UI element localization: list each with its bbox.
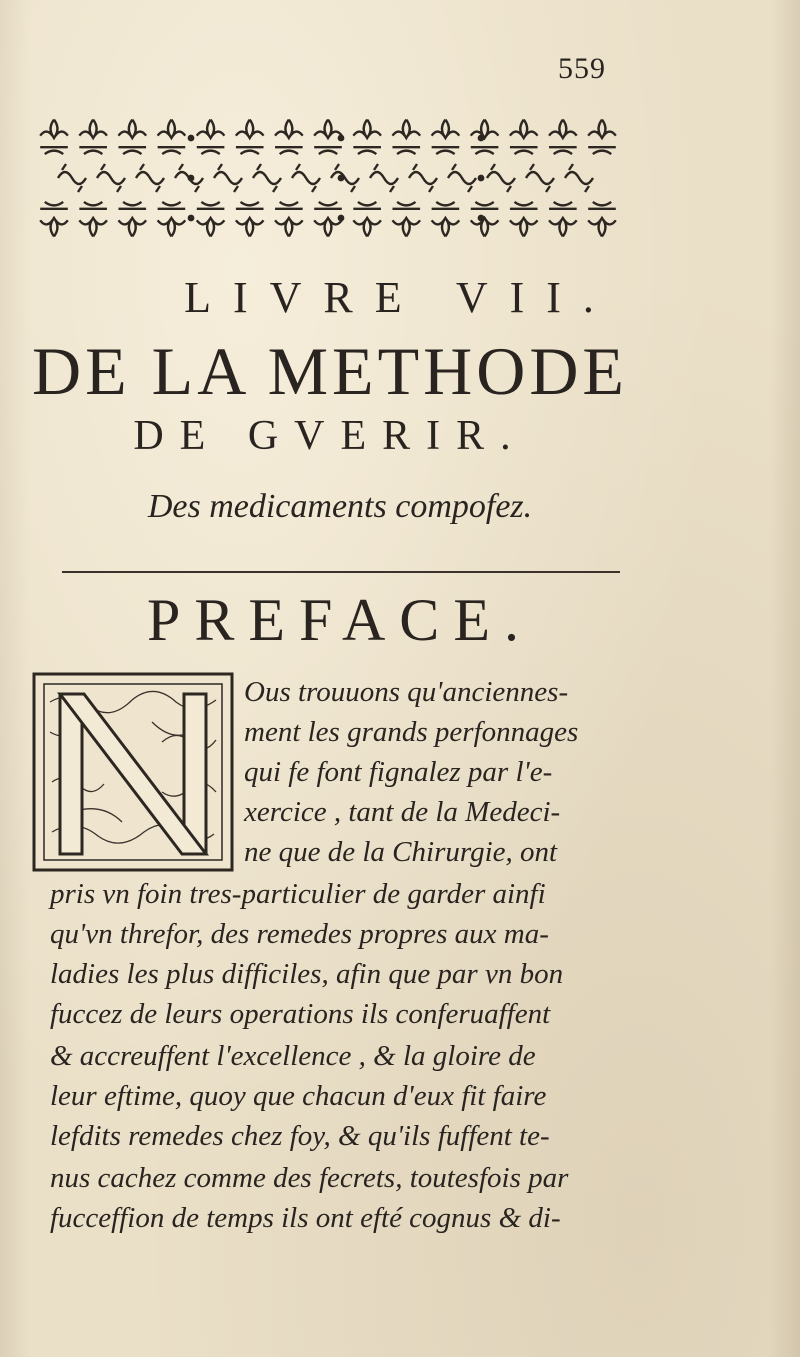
book-title-line2: DE GVERIR. [133, 413, 527, 459]
decorated-initial-n [32, 672, 234, 872]
section-title: PREFACE. [147, 587, 533, 653]
book-heading: LIVRE VII. [184, 273, 616, 322]
body-text-line: qu'vn threfor, des remedes propres aux ma- [50, 918, 549, 950]
body-text-line: ne que de la Chirurgie, ont [244, 836, 558, 868]
fleuron-ornament-band [32, 112, 624, 244]
page-number: 559 [558, 52, 606, 85]
body-text-line: qui fe font fignalez par l'e- [244, 756, 553, 788]
body-text-line: Ous trouuons qu'anciennes- [244, 676, 569, 708]
body-text-line: ladies les plus difficiles, afin que par vn bon [50, 958, 564, 990]
body-text-line: xercice , tant de la Medeci- [244, 796, 561, 828]
horizontal-rule [62, 571, 620, 573]
body-text-line: fucceffion de temps ils ont efté cognus & di- [50, 1202, 561, 1234]
body-text-line: lefdits remedes chez foy, & qu'ils fuffent te- [50, 1120, 550, 1152]
body-text-line: fuccez de leurs operations ils conferuaffent [50, 998, 551, 1030]
body-text-line: pris vn foin tres-particulier de garder ainfi [50, 878, 546, 910]
initial-letter: N [133, 792, 134, 793]
body-text-line: nus cachez comme des fecrets, toutesfois par [50, 1162, 569, 1194]
body-text-line: leur eftime, quoy que chacun d'eux fit faire [50, 1080, 547, 1112]
body-text-line: ment les grands perfonnages [244, 716, 579, 748]
book-title: DE LA METHODE [32, 333, 628, 409]
chapter-subtitle: Des medicaments compofez. [147, 488, 533, 525]
body-text-line: & accreuffent l'excellence , & la gloire de [50, 1040, 536, 1072]
